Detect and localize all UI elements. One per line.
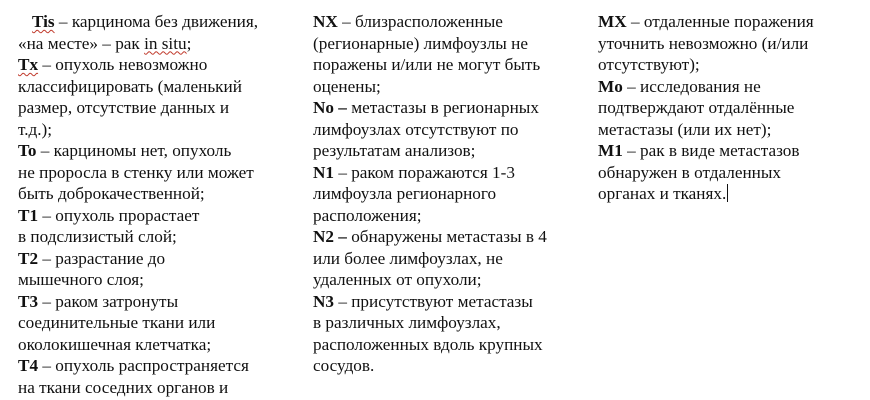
column-m-classification [598, 11, 866, 205]
entry-n3 [313, 291, 588, 377]
entry-line: удаленных от опухоли; [313, 270, 482, 289]
entry-text: «на месте» – рак [18, 33, 145, 53]
entry-line: на ткани соседних органов и [18, 377, 229, 397]
entry-m1 [598, 140, 866, 205]
entry-line [598, 140, 866, 162]
term-n2: N2 – [313, 227, 347, 246]
term-m1: M1 [598, 141, 623, 160]
entry-line [18, 140, 300, 162]
entry-text: – отдаленные поражения [626, 12, 814, 31]
entry-text: – рак в виде метастазов [622, 141, 800, 160]
entry-n0 [313, 97, 588, 162]
entry-line [18, 291, 300, 313]
entry-line [313, 97, 588, 119]
entry-line: расположенных вдоль крупных [313, 334, 543, 354]
entry-line [598, 11, 866, 33]
entry-line: мышечного слоя; [18, 270, 144, 289]
entry-line: метастазы (или их нет); [598, 119, 772, 139]
entry-text: – присутствуют метастазы [334, 291, 533, 311]
entry-line: лимфоузлах отсутствуют по [313, 119, 519, 139]
term-n1: N1 [313, 162, 335, 182]
term-m0: Mo [598, 76, 623, 96]
term-tx: Tx [18, 55, 39, 74]
term-t3: T3 [18, 291, 39, 311]
entry-line [18, 248, 300, 270]
entry-line: результатам анализов; [313, 141, 476, 160]
entry-line: в подслизистый слой; [18, 227, 177, 246]
entry-t0 [18, 140, 300, 205]
entry-mx [598, 11, 866, 76]
entry-line: в различных лимфоузлах, [313, 313, 501, 332]
entry-tx [18, 54, 300, 140]
entry-line: уточнить невозможно (и/или [598, 33, 809, 53]
entry-text: – близрасположенные [337, 12, 503, 31]
entry-text: – разрастание до [38, 248, 166, 268]
entry-line: сосудов. [313, 356, 375, 375]
entry-line: быть доброкачественной; [18, 184, 205, 203]
entry-line: околокишечная клетчатка; [18, 334, 212, 354]
entry-text: обнаружены метастазы в 4 [346, 227, 547, 246]
entry-text: – карциномы нет, опухоль [36, 141, 232, 160]
entry-text: метастазы в регионарных [346, 98, 539, 117]
entry-line [598, 183, 866, 205]
entry-line [18, 205, 300, 227]
term-tis: Tis [32, 12, 55, 31]
entry-n2 [313, 226, 588, 291]
entry-n1 [313, 162, 588, 227]
entry-line: обнаружен в отдаленных [598, 162, 782, 182]
entry-t4 [18, 355, 300, 398]
text-cursor [727, 184, 728, 202]
column-n-classification [313, 11, 588, 377]
in-situ-text: in situ [144, 33, 187, 53]
entry-line: поражены и/или не могут быть [313, 55, 541, 74]
entry-m0 [598, 76, 866, 141]
term-n3: N3 [313, 291, 335, 311]
entry-line: размер, отсутствие данных и [18, 98, 230, 117]
entry-text: – раком затронуты [38, 291, 179, 311]
entry-line: классифицировать (маленький [18, 76, 242, 96]
entry-text: – опухоль невозможно [38, 55, 208, 74]
entry-line: или более лимфоузлах, не [313, 248, 503, 268]
entry-line [598, 76, 866, 98]
entry-text: – карцинома без движения, [54, 12, 259, 31]
entry-text: – опухоль распространяется [38, 356, 249, 375]
entry-line: (регионарные) лимфоузлы не [313, 33, 528, 53]
term-t2: T2 [18, 248, 39, 268]
entry-tis [18, 11, 300, 54]
entry-line [18, 11, 300, 33]
term-t0: To [18, 141, 37, 160]
entry-line: отсутствуют); [598, 55, 700, 74]
entry-text: – опухоль прорастает [38, 205, 200, 225]
term-n0: No – [313, 98, 347, 117]
entry-line: соединительные ткани или [18, 313, 216, 332]
column-t-classification [18, 11, 300, 398]
entry-t2 [18, 248, 300, 291]
entry-text: органах и тканях. [598, 184, 727, 203]
entry-text: – исследования не [622, 76, 761, 96]
entry-t3 [18, 291, 300, 356]
entry-line: лимфоузла регионарного [313, 184, 497, 203]
entry-line [18, 33, 300, 55]
entry-line: т.д.); [18, 119, 53, 139]
entry-line: расположения; [313, 205, 422, 225]
entry-text: ; [186, 33, 192, 53]
term-t1: T1 [18, 205, 39, 225]
entry-text: – раком поражаются 1-3 [334, 162, 515, 182]
term-t4: T4 [18, 356, 39, 375]
entry-line: не проросла в стенку или может [18, 162, 254, 182]
term-nx: NX [313, 12, 338, 31]
entry-line [313, 11, 588, 33]
entry-t1 [18, 205, 300, 248]
entry-line [313, 162, 588, 184]
entry-line: подтверждают отдалённые [598, 98, 795, 117]
entry-nx [313, 11, 588, 97]
term-mx: MX [598, 12, 627, 31]
entry-line [18, 355, 300, 377]
entry-line: оценены; [313, 76, 381, 96]
entry-line [313, 291, 588, 313]
entry-line [313, 226, 588, 248]
entry-line [18, 54, 300, 76]
